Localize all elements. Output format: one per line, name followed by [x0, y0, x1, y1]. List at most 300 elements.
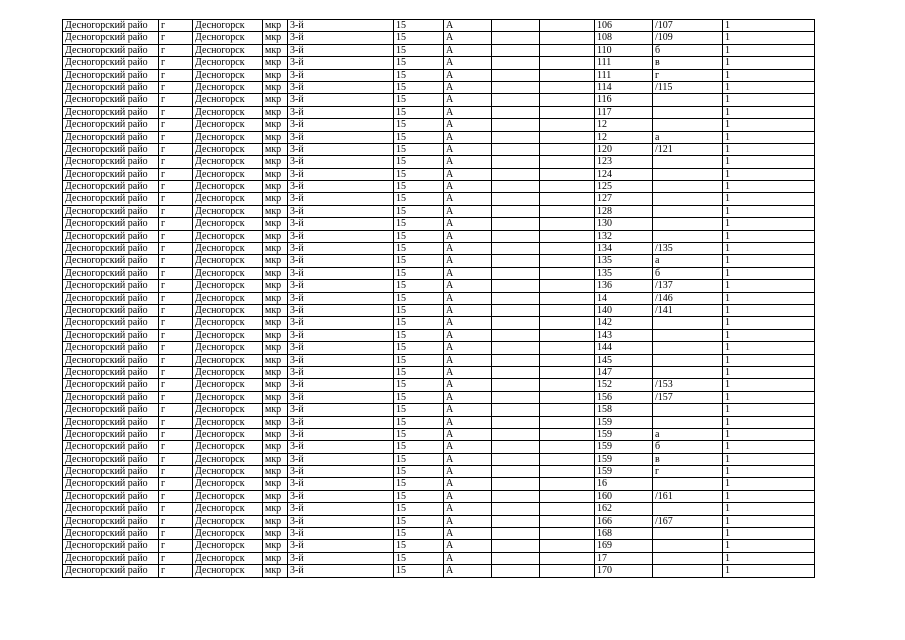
suffix-cell: а: [653, 428, 723, 440]
col9-cell: [540, 478, 595, 490]
city-type-cell: г: [159, 416, 193, 428]
sub-name-cell: 3-й: [288, 193, 394, 205]
col8-cell: [492, 366, 540, 378]
col6-cell: 15: [394, 354, 444, 366]
col6-cell: 15: [394, 466, 444, 478]
city-type-cell: г: [159, 44, 193, 56]
qty-cell: 1: [723, 32, 815, 44]
city-cell: Десногорск: [193, 379, 263, 391]
sub-name-cell: 3-й: [288, 391, 394, 403]
house-cell: 147: [595, 366, 653, 378]
district-cell: Десногорский райо: [63, 317, 159, 329]
col9-cell: [540, 218, 595, 230]
col8-cell: [492, 428, 540, 440]
sub-type-cell: мкр: [263, 317, 288, 329]
qty-cell: 1: [723, 156, 815, 168]
sub-name-cell: 3-й: [288, 453, 394, 465]
district-cell: Десногорский райо: [63, 243, 159, 255]
house-cell: 111: [595, 57, 653, 69]
qty-cell: 1: [723, 354, 815, 366]
city-type-cell: г: [159, 540, 193, 552]
qty-cell: 1: [723, 503, 815, 515]
sub-type-cell: мкр: [263, 354, 288, 366]
col6-cell: 15: [394, 342, 444, 354]
qty-cell: 1: [723, 94, 815, 106]
col9-cell: [540, 292, 595, 304]
city-cell: Десногорск: [193, 168, 263, 180]
city-type-cell: г: [159, 329, 193, 341]
col7-cell: А: [444, 156, 492, 168]
table-row: [63, 193, 815, 205]
suffix-cell: [653, 503, 723, 515]
city-cell: Десногорск: [193, 267, 263, 279]
col8-cell: [492, 503, 540, 515]
suffix-cell: [653, 565, 723, 577]
sub-name-cell: 3-й: [288, 404, 394, 416]
col8-cell: [492, 205, 540, 217]
district-cell: Десногорский райо: [63, 354, 159, 366]
table-row: [63, 329, 815, 341]
table-row: [63, 81, 815, 93]
district-cell: Десногорский райо: [63, 304, 159, 316]
sub-name-cell: 3-й: [288, 57, 394, 69]
qty-cell: 1: [723, 515, 815, 527]
qty-cell: 1: [723, 366, 815, 378]
district-cell: Десногорский райо: [63, 280, 159, 292]
col7-cell: А: [444, 304, 492, 316]
col8-cell: [492, 119, 540, 131]
col7-cell: А: [444, 342, 492, 354]
city-type-cell: г: [159, 366, 193, 378]
city-type-cell: г: [159, 255, 193, 267]
house-cell: 169: [595, 540, 653, 552]
qty-cell: 1: [723, 81, 815, 93]
sub-name-cell: 3-й: [288, 69, 394, 81]
city-cell: Десногорск: [193, 193, 263, 205]
col7-cell: А: [444, 540, 492, 552]
sub-name-cell: 3-й: [288, 218, 394, 230]
sub-name-cell: 3-й: [288, 565, 394, 577]
suffix-cell: /167: [653, 515, 723, 527]
district-cell: Десногорский райо: [63, 329, 159, 341]
suffix-cell: /153: [653, 379, 723, 391]
sub-name-cell: 3-й: [288, 441, 394, 453]
sub-type-cell: мкр: [263, 478, 288, 490]
col6-cell: 15: [394, 503, 444, 515]
qty-cell: 1: [723, 193, 815, 205]
table-row: [63, 230, 815, 242]
table-row: [63, 552, 815, 564]
city-cell: Десногорск: [193, 143, 263, 155]
table-row: [63, 416, 815, 428]
qty-cell: 1: [723, 280, 815, 292]
sub-name-cell: 3-й: [288, 342, 394, 354]
col8-cell: [492, 391, 540, 403]
sub-name-cell: 3-й: [288, 255, 394, 267]
suffix-cell: [653, 317, 723, 329]
house-cell: 132: [595, 230, 653, 242]
city-cell: Десногорск: [193, 342, 263, 354]
table-row: [63, 243, 815, 255]
suffix-cell: [653, 230, 723, 242]
qty-cell: 1: [723, 168, 815, 180]
col7-cell: А: [444, 119, 492, 131]
col6-cell: 15: [394, 193, 444, 205]
city-cell: Десногорск: [193, 404, 263, 416]
city-type-cell: г: [159, 57, 193, 69]
col6-cell: 15: [394, 156, 444, 168]
table-row: [63, 168, 815, 180]
city-cell: Десногорск: [193, 441, 263, 453]
qty-cell: 1: [723, 540, 815, 552]
table-row: [63, 143, 815, 155]
house-cell: 125: [595, 181, 653, 193]
qty-cell: 1: [723, 466, 815, 478]
city-cell: Десногорск: [193, 280, 263, 292]
city-type-cell: г: [159, 428, 193, 440]
suffix-cell: [653, 404, 723, 416]
table-row: [63, 32, 815, 44]
col8-cell: [492, 329, 540, 341]
city-cell: Десногорск: [193, 181, 263, 193]
col7-cell: А: [444, 32, 492, 44]
sub-type-cell: мкр: [263, 32, 288, 44]
col8-cell: [492, 57, 540, 69]
col8-cell: [492, 354, 540, 366]
col9-cell: [540, 181, 595, 193]
sub-type-cell: мкр: [263, 404, 288, 416]
col8-cell: [492, 20, 540, 32]
col9-cell: [540, 565, 595, 577]
city-cell: Десногорск: [193, 131, 263, 143]
col9-cell: [540, 552, 595, 564]
col8-cell: [492, 453, 540, 465]
col8-cell: [492, 81, 540, 93]
qty-cell: 1: [723, 131, 815, 143]
col7-cell: А: [444, 329, 492, 341]
col6-cell: 15: [394, 404, 444, 416]
col9-cell: [540, 205, 595, 217]
city-cell: Десногорск: [193, 391, 263, 403]
col8-cell: [492, 230, 540, 242]
house-cell: 159: [595, 416, 653, 428]
district-cell: Десногорский райо: [63, 366, 159, 378]
district-cell: Десногорский райо: [63, 57, 159, 69]
sub-name-cell: 3-й: [288, 478, 394, 490]
sub-name-cell: 3-й: [288, 143, 394, 155]
col8-cell: [492, 32, 540, 44]
col8-cell: [492, 267, 540, 279]
table-row: [63, 267, 815, 279]
col8-cell: [492, 168, 540, 180]
house-cell: 159: [595, 466, 653, 478]
sub-type-cell: мкр: [263, 181, 288, 193]
table-row: [63, 280, 815, 292]
district-cell: Десногорский райо: [63, 552, 159, 564]
sub-type-cell: мкр: [263, 503, 288, 515]
col7-cell: А: [444, 181, 492, 193]
city-cell: Десногорск: [193, 565, 263, 577]
sub-type-cell: мкр: [263, 329, 288, 341]
city-cell: Десногорск: [193, 57, 263, 69]
col7-cell: А: [444, 193, 492, 205]
col7-cell: А: [444, 379, 492, 391]
col8-cell: [492, 69, 540, 81]
district-cell: Десногорский райо: [63, 466, 159, 478]
col9-cell: [540, 255, 595, 267]
col7-cell: А: [444, 292, 492, 304]
suffix-cell: /109: [653, 32, 723, 44]
house-cell: 168: [595, 528, 653, 540]
qty-cell: 1: [723, 317, 815, 329]
city-type-cell: г: [159, 69, 193, 81]
qty-cell: 1: [723, 453, 815, 465]
suffix-cell: [653, 540, 723, 552]
house-cell: 128: [595, 205, 653, 217]
table-row: [63, 354, 815, 366]
col6-cell: 15: [394, 69, 444, 81]
table-row: [63, 304, 815, 316]
qty-cell: 1: [723, 44, 815, 56]
col7-cell: А: [444, 528, 492, 540]
city-cell: Десногорск: [193, 478, 263, 490]
suffix-cell: [653, 106, 723, 118]
city-cell: Десногорск: [193, 416, 263, 428]
city-type-cell: г: [159, 317, 193, 329]
sub-name-cell: 3-й: [288, 379, 394, 391]
qty-cell: 1: [723, 490, 815, 502]
sub-type-cell: мкр: [263, 218, 288, 230]
qty-cell: 1: [723, 342, 815, 354]
sub-type-cell: мкр: [263, 528, 288, 540]
sub-type-cell: мкр: [263, 119, 288, 131]
house-cell: 143: [595, 329, 653, 341]
house-cell: 158: [595, 404, 653, 416]
city-type-cell: г: [159, 490, 193, 502]
col8-cell: [492, 404, 540, 416]
col7-cell: А: [444, 565, 492, 577]
qty-cell: 1: [723, 69, 815, 81]
sub-name-cell: 3-й: [288, 366, 394, 378]
suffix-cell: б: [653, 441, 723, 453]
district-cell: Десногорский райо: [63, 379, 159, 391]
city-type-cell: г: [159, 32, 193, 44]
col7-cell: А: [444, 317, 492, 329]
sub-type-cell: мкр: [263, 255, 288, 267]
sub-type-cell: мкр: [263, 366, 288, 378]
city-cell: Десногорск: [193, 230, 263, 242]
suffix-cell: в: [653, 57, 723, 69]
city-cell: Десногорск: [193, 366, 263, 378]
qty-cell: 1: [723, 404, 815, 416]
city-type-cell: г: [159, 106, 193, 118]
col7-cell: А: [444, 44, 492, 56]
table-row: [63, 156, 815, 168]
city-cell: Десногорск: [193, 552, 263, 564]
district-cell: Десногорский райо: [63, 156, 159, 168]
qty-cell: 1: [723, 20, 815, 32]
col7-cell: А: [444, 391, 492, 403]
col7-cell: А: [444, 441, 492, 453]
sub-name-cell: 3-й: [288, 119, 394, 131]
sub-name-cell: 3-й: [288, 230, 394, 242]
table-row: [63, 404, 815, 416]
col6-cell: 15: [394, 20, 444, 32]
col7-cell: А: [444, 453, 492, 465]
col8-cell: [492, 44, 540, 56]
house-cell: 111: [595, 69, 653, 81]
house-cell: 135: [595, 255, 653, 267]
city-type-cell: г: [159, 441, 193, 453]
city-type-cell: г: [159, 193, 193, 205]
sub-name-cell: 3-й: [288, 131, 394, 143]
table-row: [63, 478, 815, 490]
suffix-cell: /137: [653, 280, 723, 292]
sub-name-cell: 3-й: [288, 81, 394, 93]
suffix-cell: [653, 354, 723, 366]
qty-cell: 1: [723, 106, 815, 118]
city-cell: Десногорск: [193, 490, 263, 502]
house-cell: 142: [595, 317, 653, 329]
table-row: [63, 342, 815, 354]
sub-type-cell: мкр: [263, 205, 288, 217]
district-cell: Десногорский райо: [63, 428, 159, 440]
table-row: [63, 453, 815, 465]
col8-cell: [492, 131, 540, 143]
col6-cell: 15: [394, 230, 444, 242]
col8-cell: [492, 552, 540, 564]
col8-cell: [492, 515, 540, 527]
district-cell: Десногорский райо: [63, 416, 159, 428]
district-cell: Десногорский райо: [63, 69, 159, 81]
col6-cell: 15: [394, 428, 444, 440]
district-cell: Десногорский райо: [63, 540, 159, 552]
qty-cell: 1: [723, 57, 815, 69]
col6-cell: 15: [394, 552, 444, 564]
district-cell: Десногорский райо: [63, 565, 159, 577]
city-type-cell: г: [159, 267, 193, 279]
house-cell: 17: [595, 552, 653, 564]
city-type-cell: г: [159, 181, 193, 193]
suffix-cell: /115: [653, 81, 723, 93]
col8-cell: [492, 379, 540, 391]
city-type-cell: г: [159, 478, 193, 490]
suffix-cell: /141: [653, 304, 723, 316]
sub-name-cell: 3-й: [288, 106, 394, 118]
qty-cell: 1: [723, 565, 815, 577]
suffix-cell: г: [653, 69, 723, 81]
col7-cell: А: [444, 106, 492, 118]
city-type-cell: г: [159, 94, 193, 106]
sub-name-cell: 3-й: [288, 304, 394, 316]
col7-cell: А: [444, 478, 492, 490]
col6-cell: 15: [394, 44, 444, 56]
sub-type-cell: мкр: [263, 69, 288, 81]
col9-cell: [540, 243, 595, 255]
col9-cell: [540, 267, 595, 279]
table-row: [63, 466, 815, 478]
col6-cell: 15: [394, 255, 444, 267]
city-type-cell: г: [159, 304, 193, 316]
city-type-cell: г: [159, 218, 193, 230]
sub-type-cell: мкр: [263, 453, 288, 465]
col8-cell: [492, 255, 540, 267]
qty-cell: 1: [723, 205, 815, 217]
col9-cell: [540, 366, 595, 378]
sub-type-cell: мкр: [263, 243, 288, 255]
sub-name-cell: 3-й: [288, 168, 394, 180]
col8-cell: [492, 218, 540, 230]
col7-cell: А: [444, 131, 492, 143]
district-cell: Десногорский райо: [63, 267, 159, 279]
col7-cell: А: [444, 20, 492, 32]
suffix-cell: г: [653, 466, 723, 478]
col7-cell: А: [444, 230, 492, 242]
col7-cell: А: [444, 57, 492, 69]
col6-cell: 15: [394, 515, 444, 527]
house-cell: 124: [595, 168, 653, 180]
table-row: [63, 44, 815, 56]
district-cell: Десногорский райо: [63, 168, 159, 180]
col8-cell: [492, 181, 540, 193]
col6-cell: 15: [394, 478, 444, 490]
sub-type-cell: мкр: [263, 342, 288, 354]
col8-cell: [492, 540, 540, 552]
col8-cell: [492, 317, 540, 329]
qty-cell: 1: [723, 329, 815, 341]
address-table-body: [63, 20, 815, 578]
table-row: [63, 94, 815, 106]
sub-type-cell: мкр: [263, 552, 288, 564]
sub-type-cell: мкр: [263, 106, 288, 118]
sub-name-cell: 3-й: [288, 552, 394, 564]
col8-cell: [492, 292, 540, 304]
col7-cell: А: [444, 552, 492, 564]
col9-cell: [540, 69, 595, 81]
col8-cell: [492, 106, 540, 118]
sub-type-cell: мкр: [263, 280, 288, 292]
house-cell: 145: [595, 354, 653, 366]
district-cell: Десногорский райо: [63, 391, 159, 403]
col7-cell: А: [444, 354, 492, 366]
col6-cell: 15: [394, 292, 444, 304]
sub-name-cell: 3-й: [288, 317, 394, 329]
city-cell: Десногорск: [193, 81, 263, 93]
house-cell: 134: [595, 243, 653, 255]
district-cell: Десногорский райо: [63, 131, 159, 143]
house-cell: 166: [595, 515, 653, 527]
col9-cell: [540, 20, 595, 32]
qty-cell: 1: [723, 428, 815, 440]
sub-name-cell: 3-й: [288, 20, 394, 32]
city-cell: Десногорск: [193, 292, 263, 304]
sub-type-cell: мкр: [263, 131, 288, 143]
suffix-cell: [653, 119, 723, 131]
district-cell: Десногорский райо: [63, 193, 159, 205]
col6-cell: 15: [394, 168, 444, 180]
sub-type-cell: мкр: [263, 441, 288, 453]
col9-cell: [540, 354, 595, 366]
col7-cell: А: [444, 466, 492, 478]
sub-name-cell: 3-й: [288, 280, 394, 292]
city-type-cell: г: [159, 342, 193, 354]
house-cell: 120: [595, 143, 653, 155]
suffix-cell: /146: [653, 292, 723, 304]
col6-cell: 15: [394, 453, 444, 465]
city-cell: Десногорск: [193, 205, 263, 217]
col6-cell: 15: [394, 391, 444, 403]
table-row: [63, 391, 815, 403]
